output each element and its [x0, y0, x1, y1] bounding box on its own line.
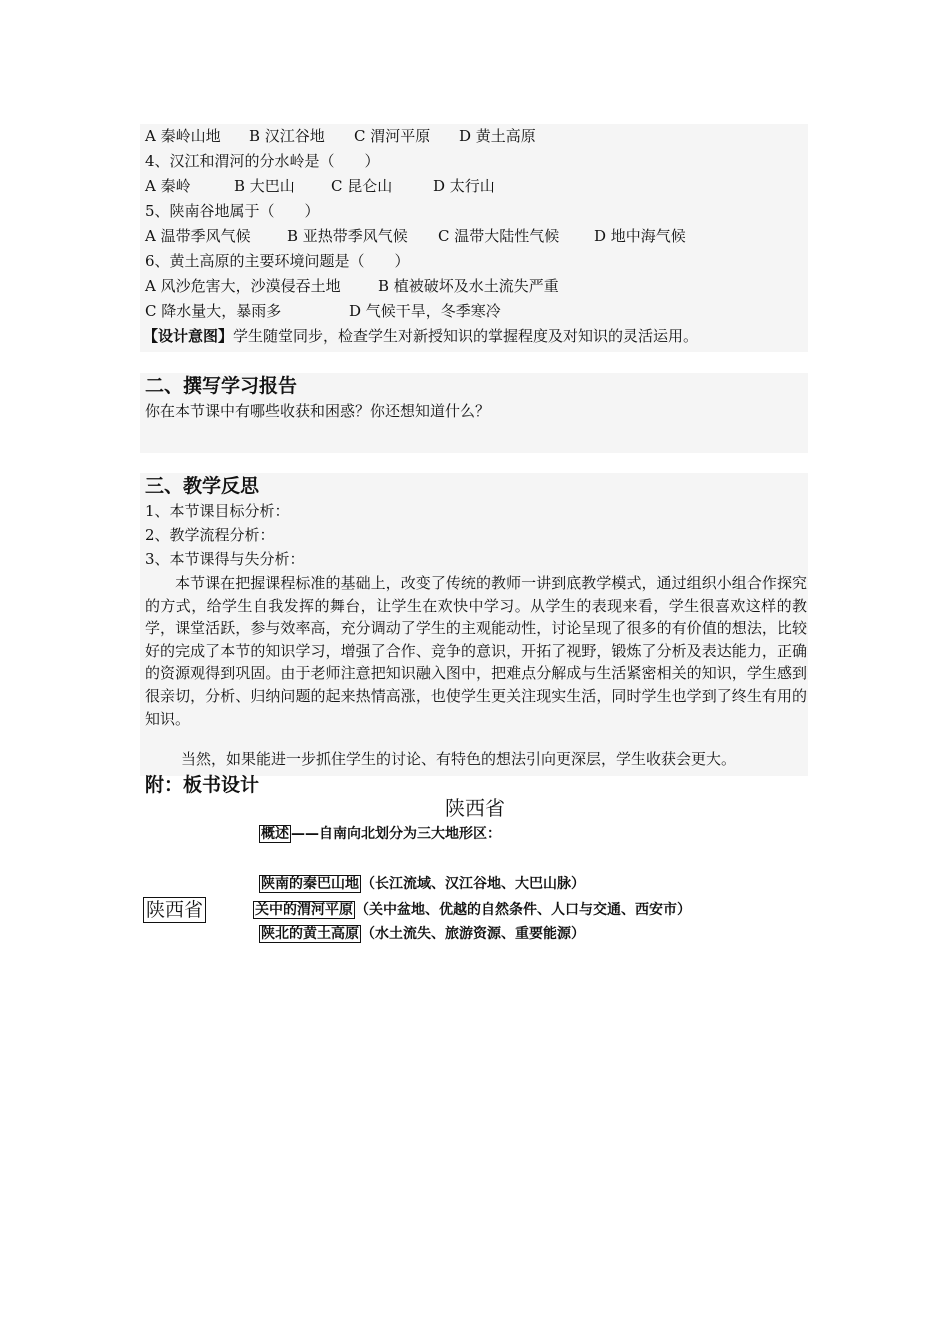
region-2-detail: （关中盆地、优越的自然条件、人口与交通、西安市） [355, 902, 691, 918]
region-3-detail: （水土流失、旅游资源、重要能源） [361, 926, 585, 942]
section3-item-3: 3、本节课得与失分析： [145, 550, 305, 568]
q6-stem: 6、黄土高原的主要环境问题是（ ） [145, 252, 410, 270]
q6-options-row1 [145, 276, 559, 296]
q6-option-d: D 气候干旱，冬季寒冷 [349, 302, 501, 320]
q3-option-a: A 秦岭山地 [145, 127, 221, 145]
q5-option-b: B 亚热带季风气候 [287, 227, 408, 245]
board-region-2 [253, 900, 691, 920]
region-3-name: 陕北的黄土高原 [261, 926, 359, 942]
q4-options [145, 176, 495, 196]
q4-option-a: A 秦岭 [145, 177, 191, 195]
q3-option-d: D 黄土高原 [459, 127, 536, 145]
region-1-name: 陕南的秦巴山地 [261, 876, 359, 892]
q6-option-b: B 植被破坏及水土流失严重 [378, 277, 559, 295]
q5-option-c: C 温带大陆性气候 [438, 227, 560, 245]
q6-option-a: A 风沙危害大，沙漠侵吞土地 [145, 277, 341, 295]
q4-option-d: D 太行山 [433, 177, 495, 195]
q4-stem: 4、汉江和渭河的分水岭是（ ） [145, 152, 380, 170]
q5-option-d: D 地中海气候 [594, 227, 686, 245]
board-region-1 [259, 874, 585, 894]
q5-options [145, 226, 686, 246]
region-1-detail: （长江流域、汉江谷地、大巴山脉） [361, 876, 585, 892]
overview-text: ——自南向北划分为三大地形区： [291, 826, 501, 842]
section2-heading: 二、撰写学习报告 [145, 375, 298, 397]
section2-text: 你在本节课中有哪些收获和困惑？你还想知道什么？ [145, 402, 491, 420]
board-province-box: 陕西省 [143, 897, 206, 923]
q4-option-c: C 昆仑山 [331, 177, 393, 195]
section3-item-2: 2、教学流程分析： [145, 526, 275, 544]
reflection-paragraph-2: 当然，如果能进一步抓住学生的讨论、有特色的想法引向更深层，学生收获会更大。 [181, 750, 737, 768]
section3-item-1: 1、本节课目标分析： [145, 502, 290, 520]
appendix-heading: 附：板书设计 [145, 774, 260, 796]
region-2-name: 关中的渭河平原 [255, 902, 353, 918]
q3-options [145, 126, 536, 146]
board-region-3 [259, 924, 585, 944]
design-intention-label: 【设计意图】 [143, 328, 234, 345]
q3-option-c: C 渭河平原 [354, 127, 431, 145]
board-title: 陕西省 [445, 796, 505, 820]
section3-heading: 三、教学反思 [145, 475, 260, 497]
reflection-paragraph-1: 本节课在把握课程标准的基础上，改变了传统的教师一讲到底教学模式，通过组织小组合作探究的方式，给学生自我发挥的舞台，让学生在欢快中学习。从学生的表现来看，学生很喜欢这样的教学，课堂活跃，参与效率高，充分调动了学生的主观能动性，讨论呈现了很多的有价值的想法，比较好的完成了本节的知识学习，增强了合作、竞争的意识，开拓了视野，锻炼了分析及表达能力，正确的资源观得到巩固。由于老师注意把知识融入图中，把难点分解成与生活紧密相关的知识，学生感到很亲切，分析、归纳问题的起来热情高涨，也使学生更关注现实生活，同时学生也学到了终生有用的知识。 [145, 574, 807, 728]
overview-box: 概述 [261, 826, 289, 842]
board-overview [259, 824, 501, 844]
q3-option-b: B 汉江谷地 [249, 127, 325, 145]
q6-option-c: C 降水量大，暴雨多 [145, 302, 282, 320]
design-intention [143, 326, 698, 347]
q4-option-b: B 大巴山 [234, 177, 295, 195]
design-intention-text: 学生随堂同步，检查学生对新授知识的掌握程度及对知识的灵活运用。 [233, 327, 699, 345]
q5-stem: 5、陕南谷地属于（ ） [145, 202, 320, 220]
q6-options-row2 [145, 301, 501, 321]
q5-option-a: A 温带季风气候 [145, 227, 251, 245]
